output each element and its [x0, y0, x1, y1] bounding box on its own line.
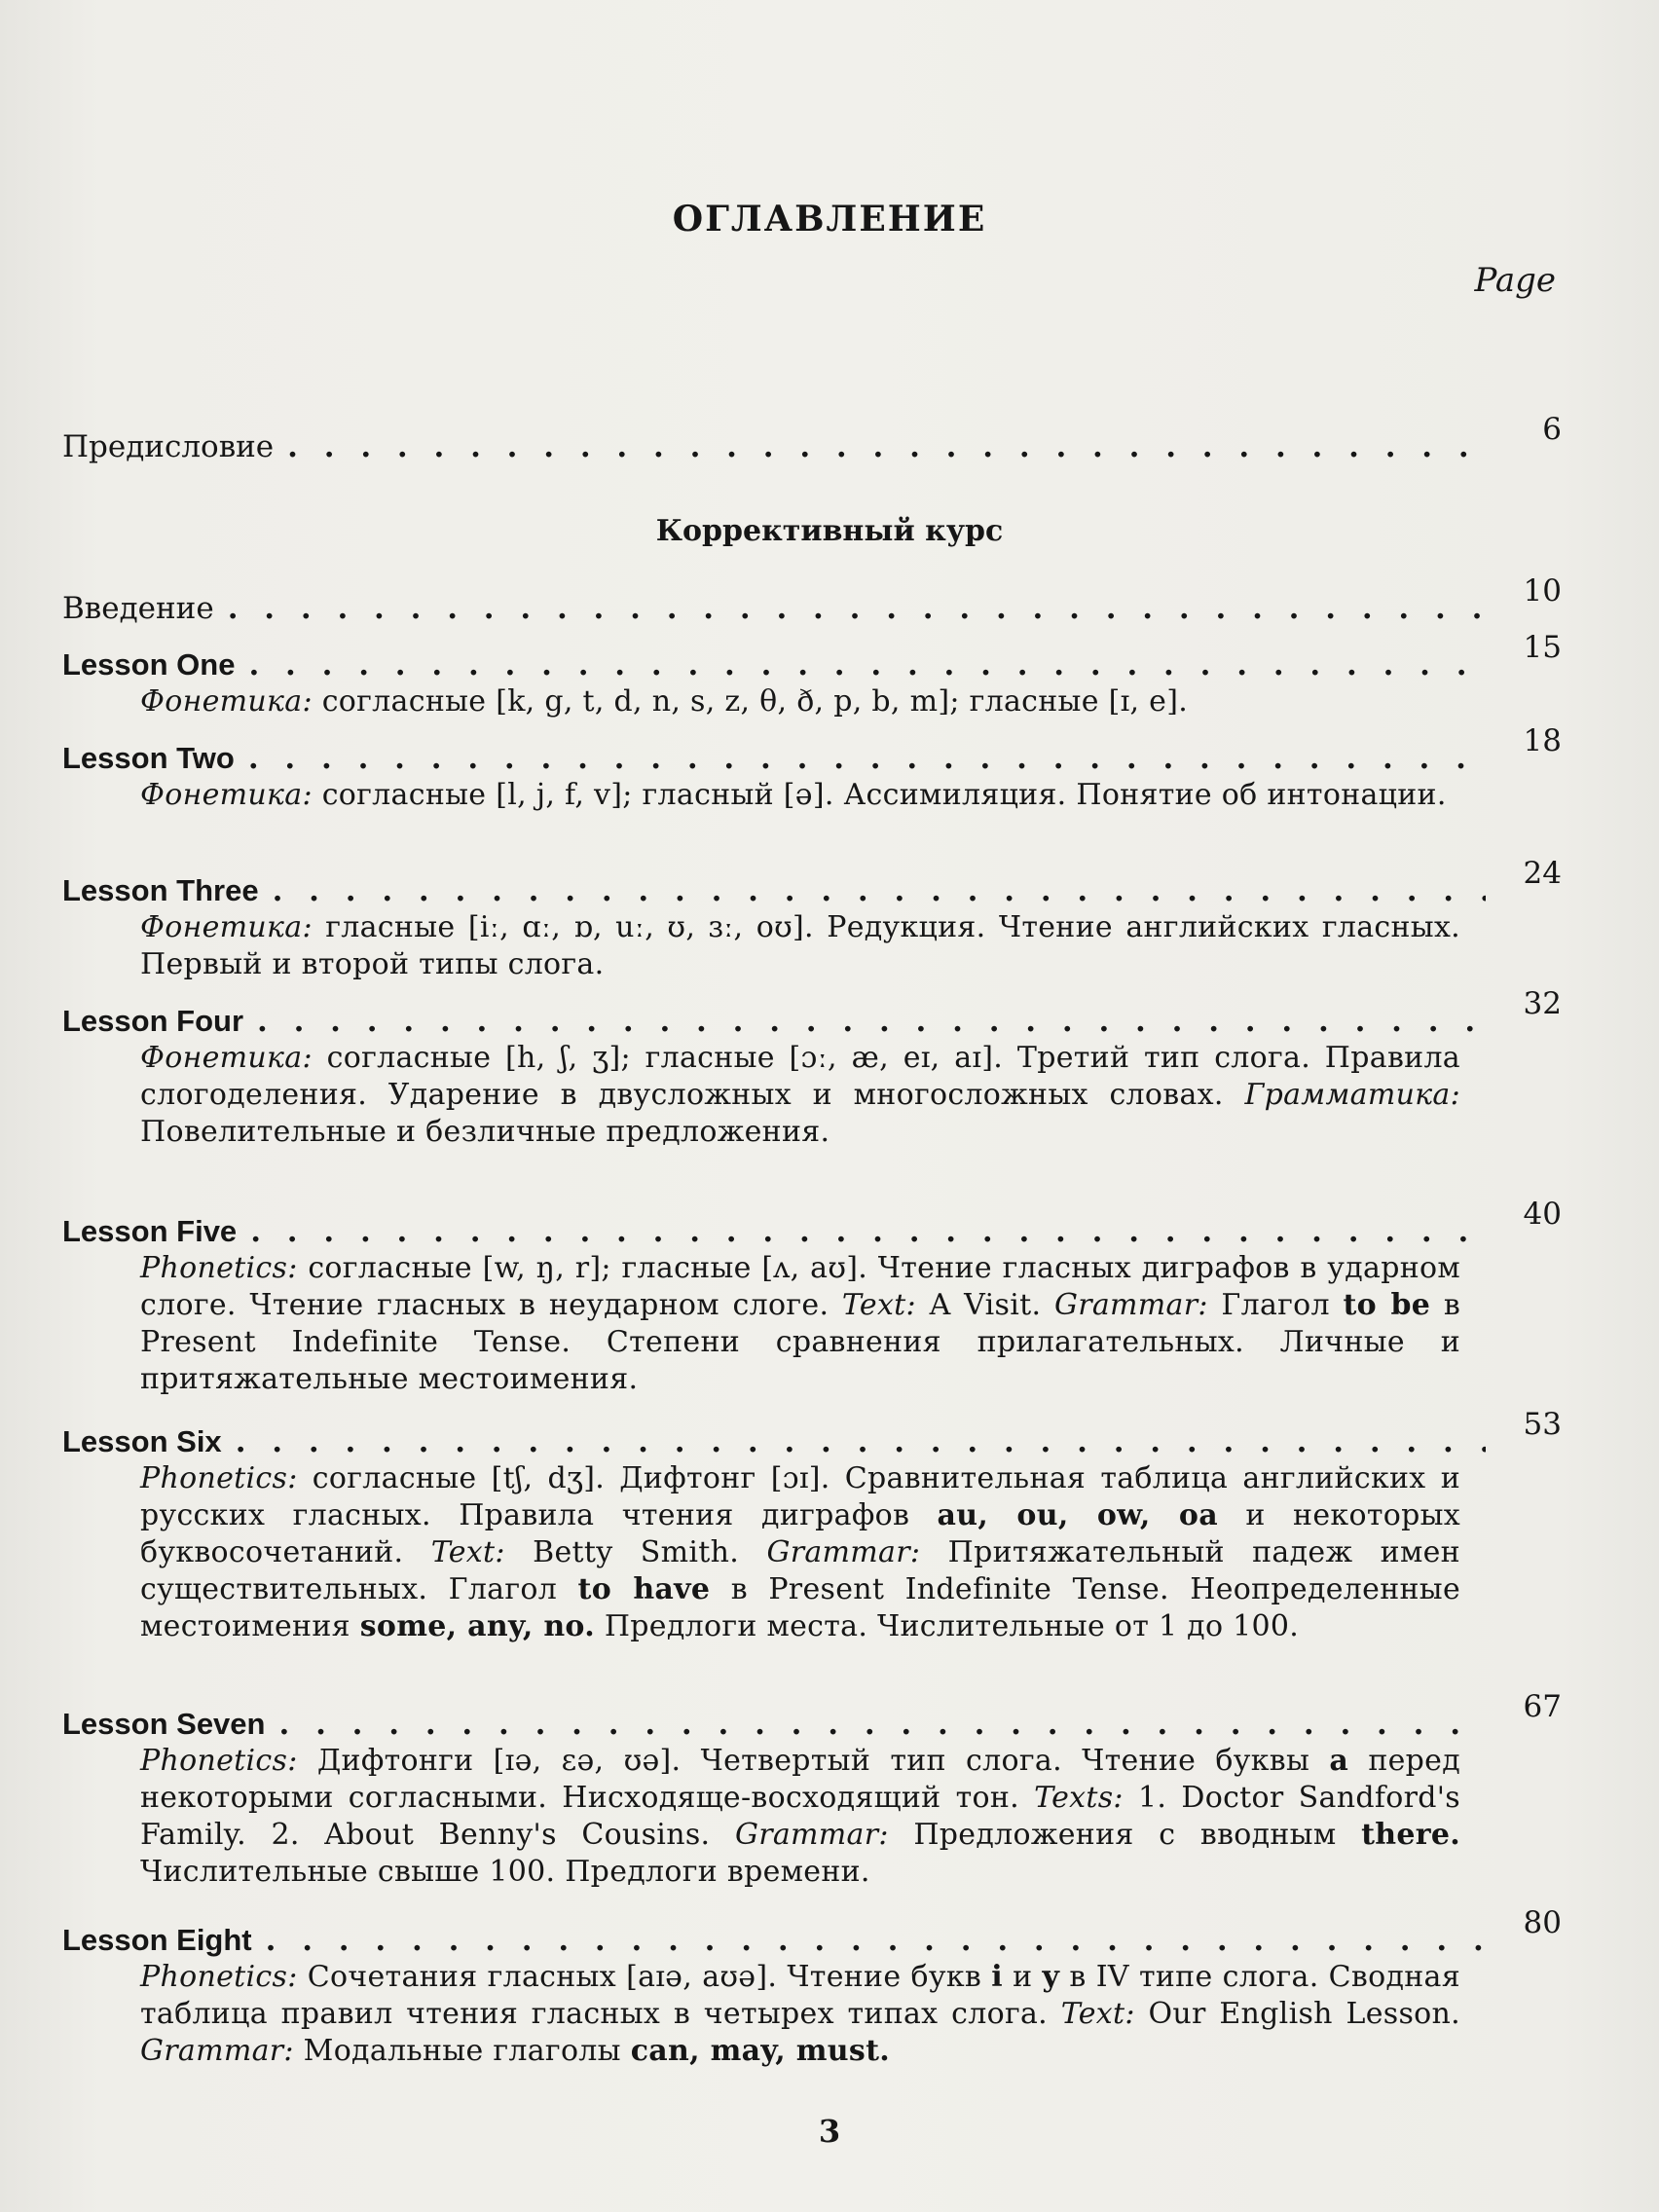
phonetics-text: перед некоторыми согласными. Нисходяще-восходящий тон.: [140, 1744, 1461, 1815]
grammar-label: Grammar:: [766, 1535, 921, 1569]
dot-leader: [273, 872, 1486, 909]
page-title: ОГЛАВЛЕНИЕ: [672, 199, 987, 240]
grammar-text: Притяжательный падеж имен существительных. Глагол: [140, 1535, 1460, 1606]
phonetics-text: Сочетания гласных [aɪə, aʊə]. Чтение букв: [307, 1960, 982, 1994]
toc-entry-label: Lesson Eight: [62, 1923, 252, 1957]
page-column-label: Page: [1474, 261, 1556, 300]
phonetics-label: Phonetics:: [140, 1251, 298, 1285]
lesson-description: [140, 1250, 1460, 1398]
toc-entry-lesson-five[interactable]: [62, 1197, 1562, 1398]
grammar-text: в Present Indefinite Tense. Неопределенные местоимения: [140, 1572, 1461, 1643]
grammar-text: Глагол: [1221, 1288, 1330, 1322]
grammar-term: to be: [1343, 1288, 1431, 1322]
page-number: 3: [818, 2113, 841, 2150]
grammar-text: в Present Indefinite Tense. Степени сравнения прилагательных. Личные и притяжательные местоимения.: [140, 1288, 1461, 1396]
grammar-term: can, may, must.: [630, 2034, 890, 2068]
grammar-text: Повелительные и безличные предложения.: [140, 1115, 830, 1149]
lesson-description: [140, 683, 1460, 720]
grammar-text: Числительные свыше 100. Предлоги времени.: [140, 1855, 870, 1889]
toc-entry-label: Lesson Three: [62, 873, 259, 907]
toc-entry-label: Предисловие: [62, 429, 275, 464]
toc-page-number: 40: [1523, 1197, 1562, 1232]
toc-page-number: 80: [1523, 1905, 1562, 1940]
phonetics-text: в IV типе слога. Сводная таблица правил чтения гласных в четырех типах слога.: [140, 1960, 1460, 2031]
toc-entry-label: Lesson Two: [62, 741, 235, 775]
phonetics-label: Phonetics:: [140, 1960, 298, 1994]
grammar-label: Grammar:: [1053, 1288, 1208, 1322]
lesson-description: [140, 1743, 1460, 1891]
grammar-term: some, any, no.: [359, 1609, 595, 1643]
dot-leader: [248, 646, 1486, 683]
toc-entry-label: Lesson Seven: [62, 1707, 266, 1741]
phonetics-label: Phonetics:: [140, 1461, 298, 1495]
dot-leader: [228, 590, 1486, 627]
lesson-description: [140, 1959, 1460, 2070]
toc-entry-lesson-one[interactable]: [62, 630, 1562, 720]
text-title: 1. Doctor Sandford's Family. 2. About Benny's Cousins.: [140, 1781, 1460, 1852]
conjunction-text: и: [1013, 1960, 1033, 1994]
letter-term: y: [1042, 1960, 1060, 1994]
toc-entry-label: Lesson Four: [62, 1004, 244, 1038]
text-label: Text:: [430, 1535, 505, 1569]
phonetics-text: согласные [w, ŋ, r]; гласные [ʌ, aʊ]. Чтение гласных диграфов в ударном слоге. Чтение гласных в неударном слоге.: [140, 1251, 1460, 1322]
toc-entry-introduction[interactable]: [62, 573, 1562, 627]
toc-page-number: 32: [1523, 986, 1562, 1021]
phonetics-label: Фонетика:: [140, 684, 313, 719]
toc-entry-lesson-three[interactable]: [62, 856, 1562, 983]
dot-leader: [236, 1423, 1486, 1460]
toc-entry-lesson-six[interactable]: [62, 1407, 1562, 1645]
grammar-term: there.: [1361, 1818, 1460, 1852]
grammar-text: Модальные глаголы: [303, 2034, 621, 2068]
dot-leader: [278, 1706, 1486, 1743]
letter-term: i: [991, 1960, 1003, 1994]
grammar-label: Grammar:: [734, 1818, 889, 1852]
phonetics-label: Фонетика:: [140, 910, 313, 944]
grammar-label: Грамматика:: [1244, 1078, 1460, 1112]
phonetics-text: согласные [h, ʃ, ʒ]; гласные [ɔː, æ, eɪ, aɪ]. Третий тип слога. Правила слогоделения. Ударение в двусложных и многосложных словах.: [140, 1041, 1460, 1112]
dot-leader: [250, 1213, 1486, 1250]
text-label: Text:: [1060, 1997, 1135, 2031]
lesson-description: [140, 1460, 1460, 1645]
toc-entry-lesson-seven[interactable]: [62, 1689, 1562, 1891]
grammar-text: Предлоги места. Числительные от 1 до 100.: [604, 1609, 1300, 1643]
lesson-description: [140, 909, 1460, 983]
toc-page-number: 18: [1523, 723, 1562, 758]
toc-entry-preface[interactable]: [62, 412, 1562, 465]
toc-entry-label: Lesson Six: [62, 1424, 222, 1458]
lesson-description: [140, 1040, 1460, 1151]
text-title: Our English Lesson.: [1148, 1997, 1460, 2031]
bleed-through-text: [58, 0, 1616, 1655]
dot-leader: [287, 428, 1486, 465]
toc-entry-lesson-eight[interactable]: [62, 1905, 1562, 2070]
text-title: A Visit.: [929, 1288, 1042, 1322]
toc-page-number: 53: [1523, 1407, 1562, 1442]
phonetics-text: гласные [iː, ɑː, ɒ, uː, ʊ, ɜː, oʊ]. Редукция. Чтение английских гласных. Первый и второй типы слога.: [140, 910, 1461, 981]
toc-entry-label: Введение: [62, 591, 214, 626]
toc-entry-lesson-four[interactable]: [62, 986, 1562, 1151]
text-label: Text:: [841, 1288, 916, 1322]
text-title: Betty Smith.: [533, 1535, 740, 1569]
phonetics-label: Фонетика:: [140, 778, 313, 812]
phonetics-text: согласные [tʃ, dʒ]. Дифтонг [ɔɪ]. Сравнительная таблица английских и русских гласных. Правила чтения диграфов: [140, 1461, 1460, 1532]
section-heading: Коррективный курс: [655, 514, 1004, 548]
dot-leader: [266, 1922, 1486, 1959]
letter-term: a: [1329, 1744, 1349, 1778]
phonetics-text: согласные [k, g, t, d, n, s, z, θ, ð, p, b, m]; гласные [ɪ, e].: [321, 684, 1189, 719]
dot-leader: [248, 740, 1486, 777]
text-label: Texts:: [1034, 1781, 1124, 1815]
dot-leader: [257, 1003, 1486, 1040]
phonetics-text: и некоторых буквосочетаний.: [140, 1498, 1460, 1569]
grammar-text: Предложения с вводным: [913, 1818, 1337, 1852]
lesson-description: [140, 777, 1460, 814]
phonetics-text: Дифтонги [ɪə, ɛə, ʊə]. Четвертый тип слога. Чтение буквы: [316, 1744, 1310, 1778]
phonetics-text: согласные [l, j, f, v]; гласный [ə]. Ассимиляция. Понятие об интонации.: [321, 778, 1447, 812]
digraphs-term: au, ou, ow, oa: [937, 1498, 1218, 1532]
toc-entry-label: Lesson One: [62, 647, 236, 682]
toc-page-number: 24: [1523, 856, 1562, 891]
toc-page-number: 15: [1523, 630, 1562, 665]
grammar-label: Grammar:: [140, 2034, 294, 2068]
toc-page-number: 10: [1523, 573, 1562, 608]
phonetics-label: Фонетика:: [140, 1041, 313, 1075]
toc-page-number: 67: [1523, 1689, 1562, 1724]
toc-entry-label: Lesson Five: [62, 1214, 238, 1248]
toc-page-number: 6: [1542, 412, 1562, 447]
phonetics-label: Phonetics:: [140, 1744, 298, 1778]
toc-entry-lesson-two[interactable]: [62, 723, 1562, 814]
grammar-term: to have: [577, 1572, 711, 1606]
